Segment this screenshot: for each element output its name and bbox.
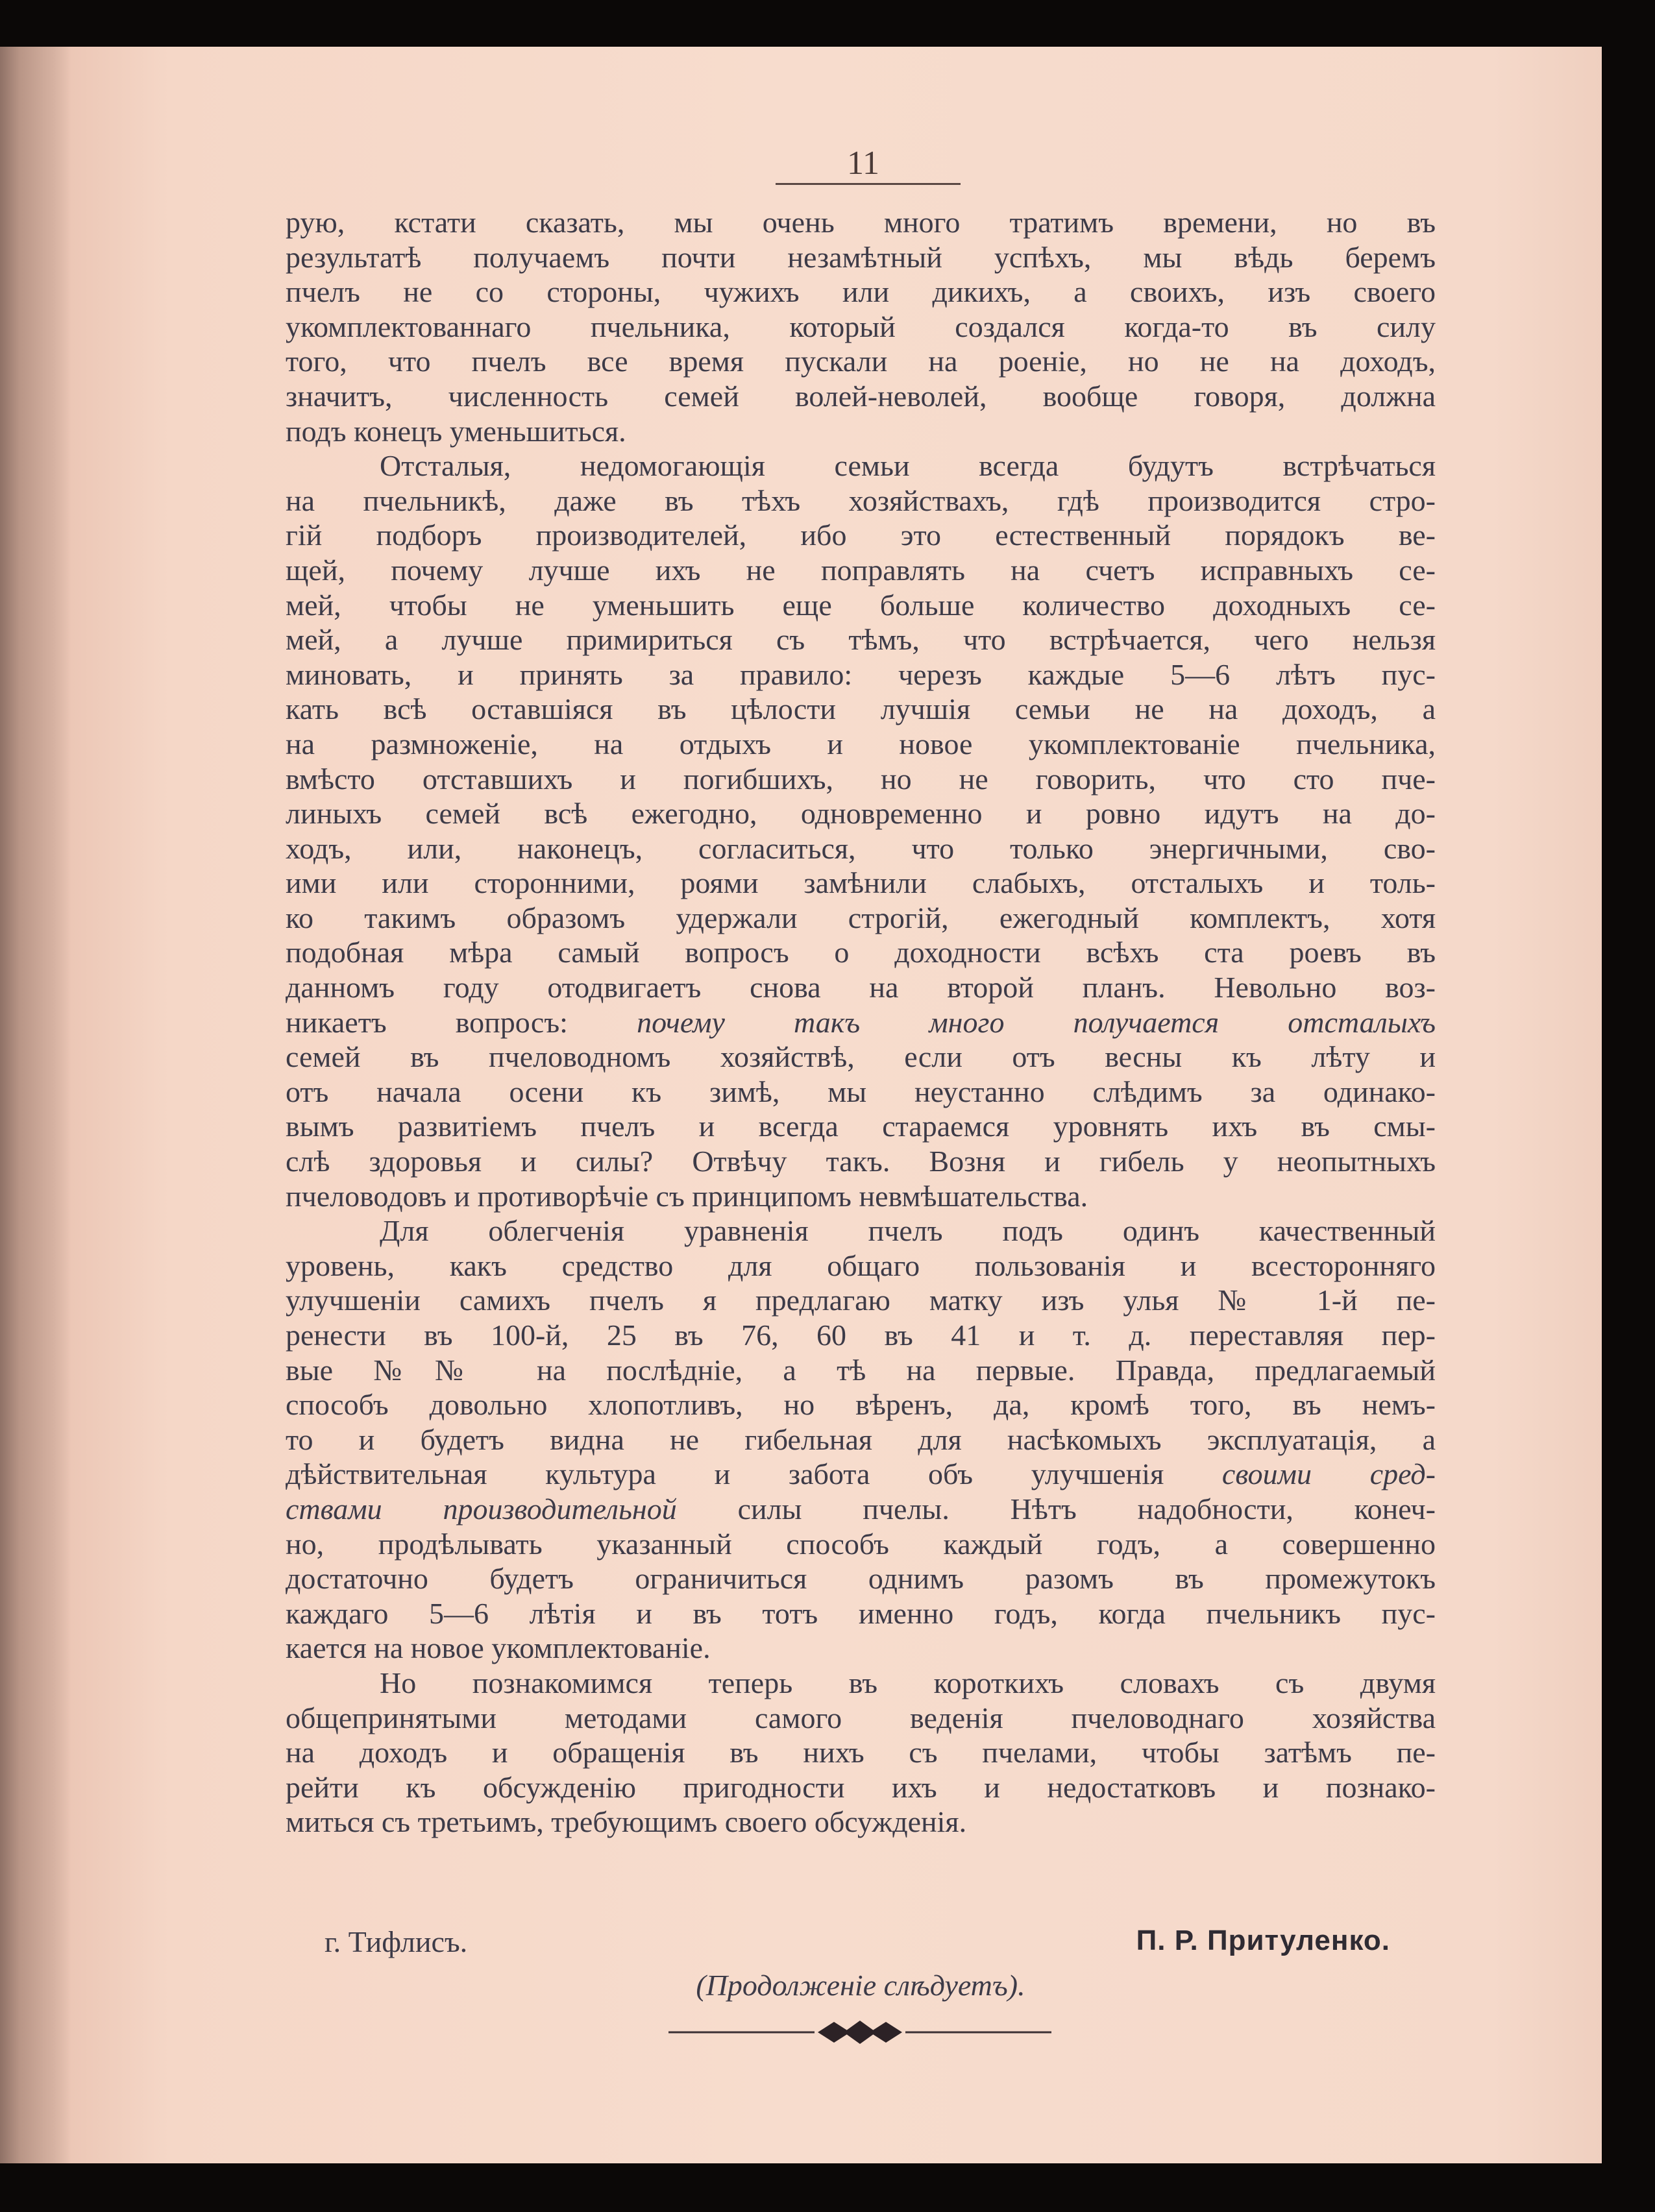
line-italic-part: ствами производительной (286, 1492, 677, 1525)
line-roman-part: силы пчелы. Нѣтъ надобности, конеч- (676, 1492, 1436, 1525)
text-line: слѣ здоровья и силы? Отвѣчу такъ. Возня и гибель у неопытныхъ (286, 1145, 1436, 1178)
text-line: рую, кстати сказать, мы очень много тратимъ времени, но въ (286, 206, 1436, 239)
text-line: уровень, какъ средство для общаго пользованія и всесторонняго (286, 1248, 1436, 1282)
text-line-with-italic (286, 1492, 1436, 1527)
text-line: Но познакомимся теперь въ короткихъ словахъ съ двумя (380, 1666, 1436, 1699)
page-number: 11 (846, 145, 880, 182)
text-line: подъ конецъ уменьшиться. (286, 414, 626, 448)
text-line: на пчельникѣ, даже въ тѣхъ хозяйствахъ, гдѣ производится стро- (286, 483, 1436, 517)
text-line: пчелъ не со стороны, чужихъ или дикихъ, а своихъ, изъ своего (286, 275, 1436, 309)
paragraph-2 (286, 448, 1436, 1213)
text-line: на размноженіе, на отдыхъ и новое укомплектованіе пчельника, (286, 727, 1436, 760)
text-line: Для облегченія уравненія пчелъ подъ одинъ качественный (380, 1214, 1436, 1248)
line-roman-part: дѣйствительная культура и забота объ улучшенія (286, 1457, 1222, 1491)
text-line: ко такимъ образомъ удержали строгій, ежегодный комплектъ, хотя (286, 901, 1436, 934)
line-italic-part: почему такъ много получается отсталыхъ (637, 1005, 1436, 1039)
paragraph-1 (286, 205, 1436, 448)
page-number-rule (776, 183, 961, 185)
text-line: улучшеніи самихъ пчелъ я предлагаю матку изъ улья № 1-й пе- (286, 1283, 1436, 1317)
text-line: укомплектованнаго пчельника, который создался когда-то въ силу (286, 310, 1436, 343)
text-line: щей, почему лучше ихъ не поправлять на счетъ исправныхъ се- (286, 553, 1436, 587)
text-line: результатѣ получаемъ почти незамѣтный успѣхъ, мы вѣдь беремъ (286, 240, 1436, 274)
text-line: кается на новое укомплектованіе. (286, 1631, 711, 1665)
text-line: Отсталыя, недомогающія семьи всегда будутъ встрѣчаться (380, 449, 1436, 483)
text-line: значитъ, численность семей волей-неволей, вообще говоря, должна (286, 379, 1436, 413)
ornament-divider-icon (668, 2013, 1051, 2052)
text-line: пчеловодовъ и противорѣчіе съ принципомъ невмѣшательства. (286, 1179, 1088, 1213)
text-line: вымъ развитіемъ пчелъ и всегда стараемся уровнять ихъ въ смы- (286, 1110, 1436, 1143)
text-line: того, что пчелъ все время пускали на роеніе, но не на доходъ, (286, 345, 1436, 378)
text-line: общепринятыми методами самого веденія пчеловоднаго хозяйства (286, 1701, 1436, 1734)
text-line: но, продѣлывать указанный способъ каждый годъ, а совершенно (286, 1527, 1436, 1561)
text-line: мей, а лучше примириться съ тѣмъ, что встрѣчается, чего нельзя (286, 623, 1436, 657)
text-line: рейти къ обсужденію пригодности ихъ и недостатковъ и познако- (286, 1770, 1436, 1804)
text-line: вые №№ на послѣдніе, а тѣ на первые. Правда, предлагаемый (286, 1353, 1436, 1387)
text-line: миться съ третьимъ, требующимъ своего обсужденія. (286, 1805, 967, 1839)
text-line: семей въ пчеловодномъ хозяйствѣ, если отъ весны къ лѣту и (286, 1040, 1436, 1074)
text-line: миновать, и принять за правило: черезъ каждые 5—6 лѣтъ пус- (286, 657, 1436, 691)
paragraph-3 (286, 1213, 1436, 1666)
paragraph-4 (286, 1666, 1436, 1840)
line-italic-part: своими сред- (1221, 1457, 1436, 1491)
signature-author: П. Р. Притуленко. (1136, 1925, 1390, 1956)
text-line: то и будетъ видна не гибельная для насѣкомыхъ эксплуатація, а (286, 1422, 1436, 1456)
text-line: каждаго 5—6 лѣтія и въ тотъ именно годъ, когда пчельникъ пус- (286, 1596, 1436, 1630)
text-line: ими или сторонними, роями замѣнили слабыхъ, отсталыхъ и толь- (286, 866, 1436, 900)
text-line: ходъ, или, наконецъ, согласиться, что только энергичными, сво- (286, 831, 1436, 865)
text-line: мей, чтобы не уменьшить еще больше количество доходныхъ се- (286, 588, 1436, 622)
continued-note: (Продолженіе слѣдуетъ). (696, 1969, 1025, 2002)
page-binding-shadow (0, 47, 71, 2163)
text-line: кать всѣ оставшіяся въ цѣлости лучшія семьи не на доходъ, а (286, 692, 1436, 726)
text-line: линыхъ семей всѣ ежегодно, одновременно и ровно идутъ на до- (286, 797, 1436, 831)
text-line: способъ довольно хлопотливъ, но вѣренъ, да, кромѣ того, въ немъ- (286, 1388, 1436, 1422)
text-line: подобная мѣра самый вопросъ о доходности всѣхъ ста роевъ въ (286, 936, 1436, 969)
text-line: отъ начала осени къ зимѣ, мы неустанно слѣдимъ за одинако- (286, 1075, 1436, 1108)
text-line-with-italic (286, 1005, 1436, 1040)
text-line: данномъ году отодвигаетъ снова на второй планъ. Невольно воз- (286, 971, 1436, 1004)
text-line: на доходъ и обращенія въ нихъ съ пчелами, чтобы затѣмъ пе- (286, 1736, 1436, 1769)
text-line: достаточно будетъ ограничиться однимъ разомъ въ промежутокъ (286, 1562, 1436, 1596)
book-page (0, 47, 1602, 2163)
text-line: вмѣсто отставшихъ и погибшихъ, но не говорить, что сто пче- (286, 762, 1436, 796)
line-roman-part: никаетъ вопросъ: (286, 1005, 637, 1039)
signature-row (286, 1924, 1436, 1963)
text-line: гій подборъ производителей, ибо это естественный порядокъ ве- (286, 518, 1436, 552)
signature-place: г. Тифлисъ. (325, 1925, 468, 1958)
body-text (286, 205, 1436, 1840)
text-line: ренести въ 100-й, 25 въ 76, 60 въ 41 и т. д. переставляя пер- (286, 1319, 1436, 1352)
text-line-with-italic (286, 1457, 1436, 1492)
